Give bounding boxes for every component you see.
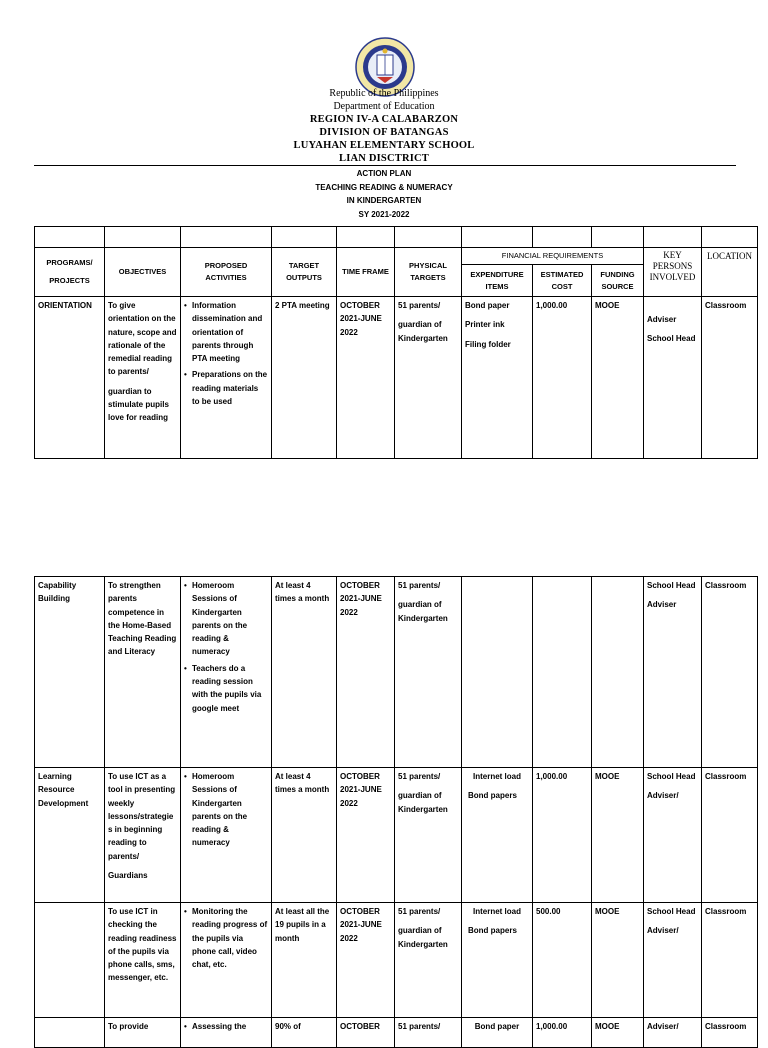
funding-cell: MOOE	[592, 903, 644, 1018]
col-funding-header: FUNDING SOURCE	[592, 265, 644, 297]
cost-cell: 500.00	[533, 903, 592, 1018]
timeframe-cell: OCTOBER 2021-JUNE 2022	[337, 768, 395, 903]
output-cell: At least 4 times a month	[272, 768, 337, 903]
table-row	[35, 297, 758, 459]
funding-cell	[592, 577, 644, 768]
activities-cell: • Homeroom Sessions of Kindergarten parents on the reading & numeracy	[181, 768, 272, 903]
funding-cell: MOOE	[592, 768, 644, 903]
header-republic: Republic of the Philippines	[329, 88, 439, 99]
table-header-row	[35, 248, 758, 265]
table-row	[35, 577, 758, 768]
output-cell: 2 PTA meeting	[272, 297, 337, 459]
timeframe-cell: OCTOBER	[337, 1018, 395, 1048]
col-timeframe-header: TIME FRAME	[337, 248, 395, 297]
program-cell	[35, 903, 105, 1018]
activities-cell: • Information dissemination and orientation of parents through PTA meeting • Preparations on the reading materials to be used	[181, 297, 272, 459]
col-location-header: LOCATION	[702, 248, 758, 297]
expenditure-cell: Bond paper	[462, 1018, 533, 1048]
timeframe-cell: OCTOBER 2021-JUNE 2022	[337, 903, 395, 1018]
col-programs-header: PROGRAMS/ PROJECTS	[35, 248, 105, 297]
physical-cell: 51 parents/	[395, 1018, 462, 1048]
cost-cell	[533, 577, 592, 768]
program-cell: Learning Resource Development	[35, 768, 105, 903]
timeframe-cell: OCTOBER 2021-JUNE 2022	[337, 577, 395, 768]
expenditure-cell: Internet load Bond papers	[462, 768, 533, 903]
objective-cell: To give orientation on the nature, scope and rationale of the remedial reading to parents/ guardian to stimulate pupils love for reading	[105, 297, 181, 459]
activities-cell: • Assessing the	[181, 1018, 272, 1048]
header-division: DIVISION OF BATANGAS	[319, 127, 449, 138]
objective-cell: To strengthen parents competence in the Home-Based Teaching Reading and Literacy	[105, 577, 181, 768]
action-plan-table	[34, 226, 758, 459]
timeframe-cell: OCTOBER 2021-JUNE 2022	[337, 297, 395, 459]
col-activities-header: PROPOSED ACTIVITIES	[181, 248, 272, 297]
expenditure-cell	[462, 577, 533, 768]
col-physical-header: PHYSICAL TARGETS	[395, 248, 462, 297]
key-persons-cell: School Head Adviser/	[644, 768, 702, 903]
table-row	[35, 903, 758, 1018]
physical-cell: 51 parents/ guardian of Kindergarten	[395, 577, 462, 768]
col-key-persons-header: KEY PERSONS INVOLVED	[644, 248, 702, 297]
program-cell: ORIENTATION	[35, 297, 105, 459]
header-region: REGION IV-A CALABARZON	[309, 114, 459, 125]
title-action-plan: ACTION PLAN	[356, 169, 412, 178]
objective-cell: To use ICT in checking the reading readiness of the pupils via phone calls, sms, messenger, etc.	[105, 903, 181, 1018]
output-cell: At least 4 times a month	[272, 577, 337, 768]
title-level: IN KINDERGARTEN	[346, 196, 422, 205]
key-persons-cell: Adviser/	[644, 1018, 702, 1048]
plan-title	[0, 167, 768, 221]
title-school-year: SY 2021-2022	[358, 209, 410, 219]
location-cell: Classroom	[702, 297, 758, 459]
physical-cell: 51 parents/ guardian of Kindergarten	[395, 768, 462, 903]
expenditure-cell: Internet load Bond papers	[462, 903, 533, 1018]
col-cost-header: ESTIMATED COST	[533, 265, 592, 297]
table-row	[35, 768, 758, 903]
key-persons-cell: Adviser School Head	[644, 297, 702, 459]
location-cell: Classroom	[702, 903, 758, 1018]
table-row	[35, 1018, 758, 1048]
physical-cell: 51 parents/ guardian of Kindergarten	[395, 297, 462, 459]
expenditure-cell: Bond paper Printer ink Filing folder	[462, 297, 533, 459]
col-objectives-header: OBJECTIVES	[105, 248, 181, 297]
output-cell: At least all the 19 pupils in a month	[272, 903, 337, 1018]
title-subject: TEACHING READING & NUMERACY	[315, 182, 453, 192]
objective-cell: To use ICT as a tool in presenting weekly lessons/strategies in beginning reading to parents/ Guardians	[105, 768, 181, 903]
funding-cell: MOOE	[592, 1018, 644, 1048]
cost-cell: 1,000.00	[533, 297, 592, 459]
location-cell: Classroom	[702, 768, 758, 903]
table-top-row	[35, 227, 758, 248]
key-persons-cell: School Head Adviser/	[644, 903, 702, 1018]
col-outputs-header: TARGET OUTPUTS	[272, 248, 337, 297]
location-cell: Classroom	[702, 577, 758, 768]
output-cell: 90% of	[272, 1018, 337, 1048]
header-district: LIAN DISCTRICT	[338, 153, 430, 164]
cost-cell: 1,000.00	[533, 768, 592, 903]
key-persons-cell: School Head Adviser	[644, 577, 702, 768]
activities-cell: • Monitoring the reading progress of the pupils via phone call, video chat, etc.	[181, 903, 272, 1018]
action-plan-table-continued	[34, 576, 758, 1048]
header-department: Department of Education	[333, 101, 435, 112]
col-expenditure-header: EXPENDITURE ITEMS	[462, 265, 533, 297]
cost-cell: 1,000.00	[533, 1018, 592, 1048]
objective-cell: To provide	[105, 1018, 181, 1048]
col-financial-header: FINANCIAL REQUIREMENTS	[462, 248, 644, 265]
funding-cell: MOOE	[592, 297, 644, 459]
physical-cell: 51 parents/ guardian of Kindergarten	[395, 903, 462, 1018]
program-cell	[35, 1018, 105, 1048]
location-cell: Classroom	[702, 1018, 758, 1048]
activities-cell: • Homeroom Sessions of Kindergarten parents on the reading & numeracy • Teachers do a reading session with the pupils via google meet	[181, 577, 272, 768]
school-header	[0, 87, 768, 165]
header-school: LUYAHAN ELEMENTARY SCHOOL	[293, 140, 475, 151]
program-cell: Capability Building	[35, 577, 105, 768]
header-divider	[34, 165, 736, 166]
